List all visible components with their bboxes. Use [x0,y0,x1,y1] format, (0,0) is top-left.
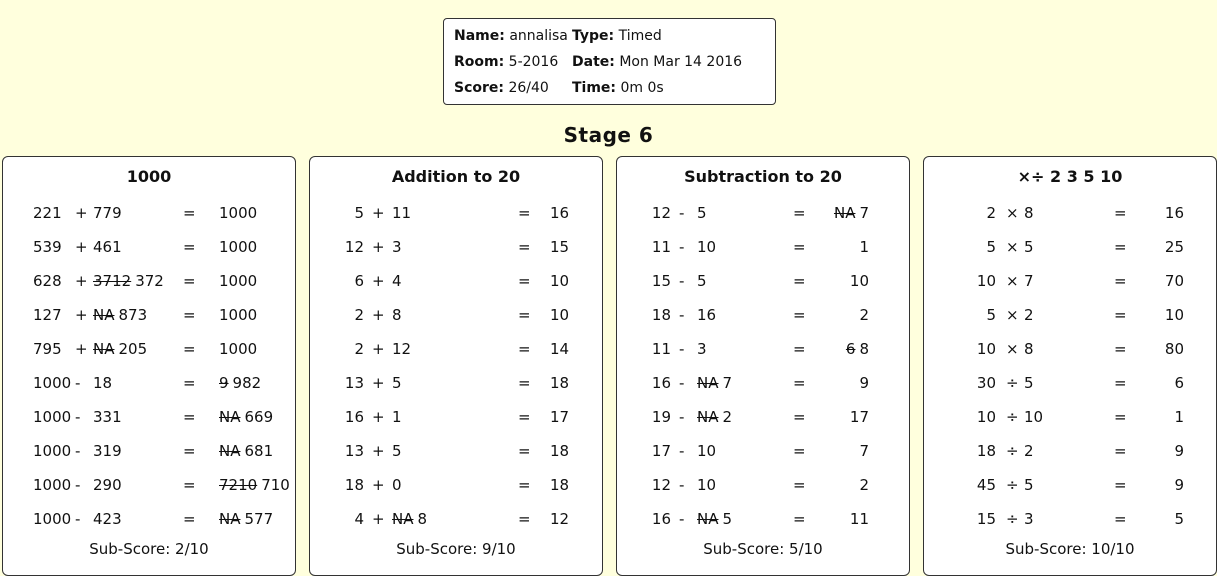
operand-b: 16 [697,306,717,324]
result: 18 [550,442,570,460]
operand-a: 539 [33,238,62,256]
operand-b: 12 [392,340,412,358]
wrong-answer: 7210 [219,476,258,494]
operator: - [679,476,685,494]
result: 1 [1174,408,1184,426]
operand-a: 11 [651,340,671,358]
operand-a: 15 [976,510,996,528]
operand-b: 5 [1024,476,1034,494]
equals-sign: = [793,340,806,358]
result: 12 [550,510,570,528]
problem-row [3,367,295,400]
operand-b [697,510,732,528]
equals-sign: = [183,340,196,358]
problem-row [3,333,295,366]
operand-a: 6 [354,272,364,290]
operator: - [679,238,685,256]
problem-row [924,299,1216,332]
result: 1000 [219,340,258,358]
equals-sign: = [1114,340,1127,358]
operator: + [372,374,385,392]
result: 9 [1174,442,1184,460]
operand-b: 5 [1024,374,1034,392]
operator: + [75,238,88,256]
result: 25 [1164,238,1184,256]
problem-row [3,401,295,434]
result-info-box [443,18,776,105]
operator: + [372,238,385,256]
equals-sign: = [793,408,806,426]
sub-score: Sub-Score: 2/10 [89,540,209,558]
result [219,476,290,494]
problem-row [310,197,602,230]
problem-row [310,265,602,298]
equals-sign: = [1114,306,1127,324]
operator: ÷ [1006,476,1019,494]
wrong-answer: NA [697,510,719,528]
operand-a: 5 [354,204,364,222]
problem-row [310,367,602,400]
problem-row [924,265,1216,298]
result: 16 [550,204,570,222]
equals-sign: = [1114,374,1127,392]
result: 15 [550,238,570,256]
operator: - [679,340,685,358]
operator: - [679,306,685,324]
operand-a: 18 [976,442,996,460]
wrong-answer: NA [93,306,115,324]
date-value: Mon Mar 14 2016 [619,54,743,70]
operand-b: 2 [1024,442,1034,460]
operand-a: 16 [651,510,671,528]
problem-row [617,265,909,298]
operator: × [1006,306,1019,324]
equals-sign: = [183,408,196,426]
time-field: Time: 0m 0s [572,80,664,96]
operator: - [679,442,685,460]
equals-sign: = [793,374,806,392]
operator: - [75,442,81,460]
operator: - [679,408,685,426]
problem-row [310,299,602,332]
section-card-1000 [2,156,296,576]
operand-a: 15 [651,272,671,290]
sub-score: Sub-Score: 10/10 [1005,540,1135,558]
problem-row [617,367,909,400]
correct-answer: 669 [244,408,274,426]
operand-b: 331 [93,408,122,426]
operand-b: 8 [1024,340,1034,358]
correct-answer: 2 [722,408,733,426]
wrong-answer: 3712 [93,272,132,290]
equals-sign: = [518,476,531,494]
problem-row [924,469,1216,502]
result: 80 [1164,340,1184,358]
operand-a: 5 [986,306,996,324]
wrong-answer: NA [833,204,856,222]
equals-sign: = [793,306,806,324]
operand-b: 1 [392,408,402,426]
operator: + [75,272,88,290]
result: 17 [849,408,869,426]
operator: - [75,408,81,426]
operand-a: 2 [354,306,364,324]
operand-b [93,272,164,290]
equals-sign: = [1114,272,1127,290]
result [219,510,273,528]
operator: - [679,272,685,290]
equals-sign: = [183,272,196,290]
result: 17 [550,408,570,426]
equals-sign: = [793,442,806,460]
operand-b: 11 [392,204,412,222]
problem-row [3,503,295,536]
problem-row [617,435,909,468]
result [219,408,273,426]
result: 7 [859,442,869,460]
result: 1000 [219,204,258,222]
problem-row [310,401,602,434]
equals-sign: = [793,510,806,528]
correct-answer: 710 [261,476,290,494]
info-row [454,49,775,75]
operand-a: 13 [344,374,364,392]
correct-answer: 8 [417,510,428,528]
equals-sign: = [183,510,196,528]
operand-a: 12 [651,476,671,494]
stage-title: Stage 6 [563,123,654,147]
operand-a: 628 [33,272,62,290]
result: 2 [859,476,869,494]
problem-row [310,231,602,264]
equals-sign: = [518,340,531,358]
result: 10 [550,306,570,324]
score-field: Score: 26/40 [454,80,549,96]
sub-score: Sub-Score: 5/10 [703,540,823,558]
result: 1000 [219,272,258,290]
operand-a: 45 [976,476,996,494]
operator: - [679,374,685,392]
operand-b: 5 [697,204,707,222]
operator: × [1006,204,1019,222]
operator: - [679,510,685,528]
correct-answer: 205 [118,340,148,358]
operand-b: 3 [697,340,707,358]
wrong-answer: NA [219,510,241,528]
operator: + [372,204,385,222]
operand-a: 127 [33,306,62,324]
problem-row [617,333,909,366]
operand-a: 18 [651,306,671,324]
equals-sign: = [1114,204,1127,222]
operand-b: 18 [93,374,113,392]
result: 16 [1164,204,1184,222]
equals-sign: = [183,476,196,494]
problem-row [617,231,909,264]
name-field: Name: annalisa [454,28,568,44]
equals-sign: = [183,374,196,392]
operand-a: 10 [976,272,996,290]
info-row [454,75,775,101]
type-field: Type: Timed [572,28,662,44]
result: 1 [859,238,869,256]
operand-b: 8 [1024,204,1034,222]
correct-answer: 7 [859,204,869,222]
equals-sign: = [518,238,531,256]
operand-b: 779 [93,204,122,222]
problem-row [924,333,1216,366]
equals-sign: = [518,374,531,392]
info-row [454,23,775,49]
result: 9 [859,374,869,392]
operator: + [372,510,385,528]
result: 10 [1164,306,1184,324]
date-field: Date: Mon Mar 14 2016 [572,54,743,70]
operand-a: 5 [986,238,996,256]
problem-row [3,435,295,468]
operand-a: 4 [354,510,364,528]
section-card-addition [309,156,603,576]
operand-a: 795 [33,340,62,358]
operand-a: 10 [976,408,996,426]
correct-answer: 372 [135,272,164,290]
wrong-answer: NA [219,408,241,426]
problem-row [310,503,602,536]
operator: + [75,340,88,358]
operand-b: 10 [697,238,717,256]
correct-answer: 982 [232,374,262,392]
operand-b [697,374,732,392]
wrong-answer: 6 [845,340,856,358]
operand-a: 1000 [33,408,72,426]
section-card-subtraction [616,156,910,576]
operator: ÷ [1006,510,1019,528]
section-title: ×÷ 2 3 5 10 [1017,167,1123,186]
operand-a: 12 [344,238,364,256]
operand-b: 3 [1024,510,1034,528]
student-name: annalisa [509,28,568,44]
correct-answer: 7 [722,374,733,392]
operator: - [75,510,81,528]
problem-row [924,503,1216,536]
operand-b: 5 [697,272,707,290]
equals-sign: = [518,306,531,324]
problem-row [3,469,295,502]
wrong-answer: NA [697,408,719,426]
operand-a: 16 [651,374,671,392]
operator: - [75,374,81,392]
equals-sign: = [1114,238,1127,256]
room-value: 5-2016 [508,54,559,70]
equals-sign: = [793,476,806,494]
operand-b [697,408,732,426]
section-title: Addition to 20 [391,167,521,186]
equals-sign: = [518,442,531,460]
problem-row [924,231,1216,264]
problem-row [3,265,295,298]
operand-b: 10 [697,476,717,494]
time-value: 0m 0s [620,80,664,96]
operand-a: 18 [344,476,364,494]
equals-sign: = [1114,476,1127,494]
operand-b: 5 [392,374,402,392]
operator: ÷ [1006,374,1019,392]
wrong-answer: 9 [219,374,229,392]
operand-b: 3 [392,238,402,256]
result [219,374,261,392]
operand-b: 10 [1024,408,1044,426]
equals-sign: = [518,510,531,528]
operand-b: 7 [1024,272,1034,290]
operator: + [372,408,385,426]
operand-b: 4 [392,272,402,290]
equals-sign: = [1114,408,1127,426]
equals-sign: = [1114,510,1127,528]
operator: - [679,204,685,222]
operand-a: 17 [651,442,671,460]
operator: + [75,306,88,324]
operand-a: 2 [354,340,364,358]
wrong-answer: NA [392,510,414,528]
operand-a: 13 [344,442,364,460]
result: 1000 [219,306,258,324]
problem-row [3,197,295,230]
operand-b: 5 [392,442,402,460]
operand-a: 11 [651,238,671,256]
result [219,442,273,460]
operand-b: 10 [697,442,717,460]
equals-sign: = [183,306,196,324]
operand-b: 2 [1024,306,1034,324]
room-field: Room: 5-2016 [454,54,559,70]
operator: ÷ [1006,408,1019,426]
wrong-answer: NA [93,340,115,358]
result: 10 [849,272,869,290]
operator: × [1006,340,1019,358]
operator: - [75,476,81,494]
section-title: Subtraction to 20 [684,167,842,186]
wrong-answer: NA [219,442,241,460]
operand-a: 1000 [33,442,72,460]
operand-a: 12 [651,204,671,222]
result: 5 [1174,510,1184,528]
result: 2 [859,306,869,324]
score-value: 26/40 [508,80,549,96]
operand-b [392,510,427,528]
problem-row [924,367,1216,400]
operator: + [75,204,88,222]
operand-b [93,306,147,324]
operator: × [1006,272,1019,290]
equals-sign: = [183,238,196,256]
correct-answer: 5 [722,510,733,528]
equals-sign: = [518,204,531,222]
problem-row [924,435,1216,468]
correct-answer: 681 [244,442,274,460]
operand-a: 221 [33,204,62,222]
equals-sign: = [183,204,196,222]
operand-a: 30 [976,374,996,392]
quiz-type: Timed [618,28,662,44]
equals-sign: = [518,408,531,426]
operand-b [93,340,147,358]
equals-sign: = [793,238,806,256]
problem-row [617,197,909,230]
problem-row [924,197,1216,230]
operand-a: 1000 [33,510,72,528]
problem-row [924,401,1216,434]
correct-answer: 8 [859,340,869,358]
result: 70 [1164,272,1184,290]
result: 11 [849,510,869,528]
problem-row [617,503,909,536]
operand-a: 2 [986,204,996,222]
operand-a: 1000 [33,374,72,392]
operand-b: 461 [93,238,122,256]
operand-a: 1000 [33,476,72,494]
wrong-answer: NA [697,374,719,392]
operator: × [1006,238,1019,256]
correct-answer: 577 [244,510,274,528]
equals-sign: = [183,442,196,460]
operator: + [372,306,385,324]
problem-row [617,469,909,502]
problem-row [3,231,295,264]
result: 18 [550,374,570,392]
operator: ÷ [1006,442,1019,460]
operand-a: 16 [344,408,364,426]
result: 1000 [219,238,258,256]
operand-b: 8 [392,306,402,324]
result [829,204,869,222]
problem-row [3,299,295,332]
equals-sign: = [518,272,531,290]
operand-b: 5 [1024,238,1034,256]
result: 9 [1174,476,1184,494]
sub-score: Sub-Score: 9/10 [396,540,516,558]
correct-answer: 873 [118,306,148,324]
equals-sign: = [793,204,806,222]
result: 14 [550,340,570,358]
operand-b: 290 [93,476,122,494]
result [829,340,869,358]
problem-row [617,401,909,434]
problem-row [310,469,602,502]
operand-b: 0 [392,476,402,494]
problem-row [310,333,602,366]
operand-a: 10 [976,340,996,358]
operand-b: 319 [93,442,122,460]
operand-a: 19 [651,408,671,426]
equals-sign: = [1114,442,1127,460]
problem-row [617,299,909,332]
section-card-multiply-divide [923,156,1217,576]
operator: + [372,272,385,290]
section-title: 1000 [126,167,172,186]
equals-sign: = [793,272,806,290]
result: 10 [550,272,570,290]
result: 6 [1174,374,1184,392]
operator: + [372,442,385,460]
operator: + [372,340,385,358]
operator: + [372,476,385,494]
operand-b: 423 [93,510,122,528]
problem-row [310,435,602,468]
result: 18 [550,476,570,494]
